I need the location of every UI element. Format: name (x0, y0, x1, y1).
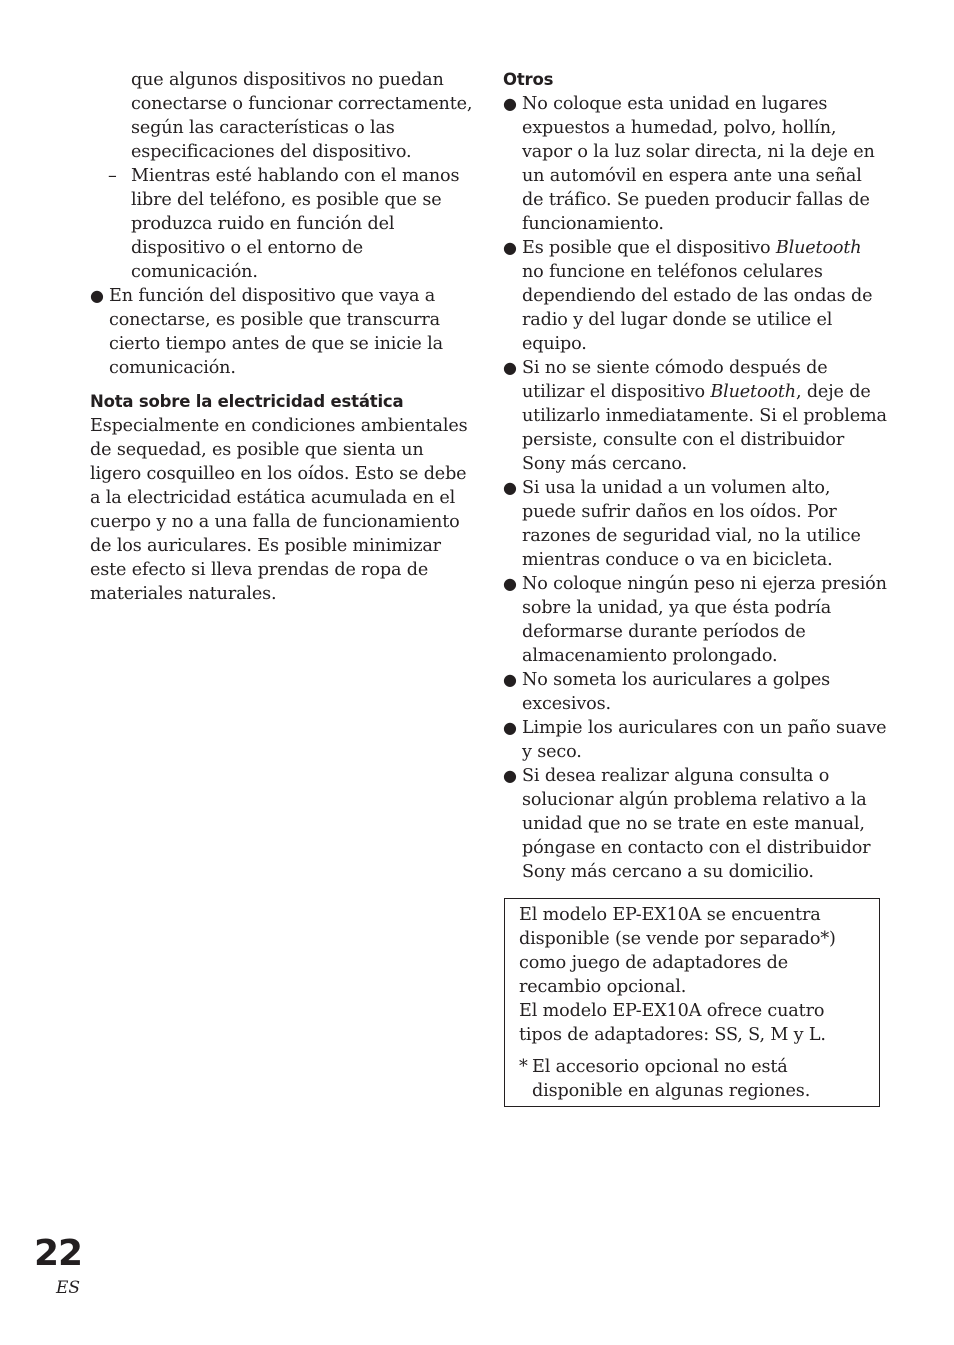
list-item-text-post: no funcione en teléfonos celulares dependiendo del estado de las ondas de radio y del lugar donde se utilice el equipo. (522, 262, 873, 354)
list-item (503, 572, 887, 668)
list-item-text: Si usa la unidad a un volumen alto, puede sufrir daños en los oídos. Por razones de seguridad vial, no la utilice mientras conduce o va en bicicleta. (522, 478, 861, 570)
accessory-info-box (504, 898, 880, 1107)
bullet-icon: ● (503, 766, 517, 785)
list-item (503, 476, 887, 572)
left-column (90, 68, 474, 606)
bullet-icon: ● (503, 238, 517, 257)
bluetooth-term: Bluetooth (710, 382, 796, 402)
right-column (503, 68, 887, 884)
list-item (503, 356, 887, 476)
page-number: 22 (34, 1233, 83, 1274)
bullet-list-item (90, 284, 474, 380)
list-item-text: No someta los auriculares a golpes excesivos. (522, 670, 831, 714)
list-item (503, 92, 887, 236)
bullet-icon: ● (503, 478, 517, 497)
bullet-icon: ● (503, 358, 517, 377)
list-item-text-pre: Si no se siente cómodo después de utilizar el dispositivo (522, 358, 828, 402)
list-item-text: Limpie los auriculares con un paño suave y seco. (522, 718, 887, 762)
bullet-icon: ● (90, 286, 104, 305)
bullet-icon: ● (503, 94, 517, 113)
static-electricity-heading: Nota sobre la electricidad estática (90, 392, 404, 411)
continuation-paragraph: que algunos dispositivos no puedan conectarse o funcionar correctamente, según las características o las especificaciones del dispositivo. (131, 70, 473, 162)
list-item-text: No coloque ningún peso ni ejerza presión sobre la unidad, ya que ésta podría deformarse durante períodos de almacenamiento prolongado. (522, 574, 887, 666)
language-code: ES (56, 1278, 81, 1298)
dash-list-item (90, 164, 474, 284)
box-paragraph-2: El modelo EP-EX10A ofrece cuatro tipos de adaptadores: SS, S, M y L. (519, 1001, 826, 1045)
footnote (519, 1055, 871, 1103)
bullet-icon: ● (503, 670, 517, 689)
list-item (503, 236, 887, 356)
list-item (503, 668, 887, 716)
bullet-item-text: En función del dispositivo que vaya a conectarse, es posible que transcurra cierto tiempo antes de que se inicie la comunicación. (109, 286, 443, 378)
bullet-icon: ● (503, 718, 517, 737)
dash-mark: – (108, 166, 117, 186)
static-electricity-body: Especialmente en condiciones ambientales de sequedad, es posible que sienta un ligero cosquilleo en los oídos. Esto se debe a la electricidad estática acumulada en el cuerpo y no a una falla de funcionamiento de los auriculares. Es posible minimizar este efecto si lleva prendas de ropa de materiales naturales. (90, 416, 468, 604)
list-item-text: No coloque esta unidad en lugares expuestos a humedad, polvo, hollín, vapor o la luz solar directa, ni la deje en un automóvil en espera ante una señal de tráfico. Se pueden producir fallas de funcionamiento. (522, 94, 875, 234)
list-item (503, 716, 887, 764)
others-heading: Otros (503, 70, 554, 89)
list-item (503, 764, 887, 884)
box-paragraph-1: El modelo EP-EX10A se encuentra disponible (se vende por separado*) como juego de adaptadores de recambio opcional. (519, 905, 836, 997)
asterisk-mark: * (519, 1057, 528, 1077)
list-item-text-post: , deje de utilizarlo inmediatamente. Si el problema persiste, consulte con el distribuidor Sony más cercano. (522, 382, 887, 474)
bullet-icon: ● (503, 574, 517, 593)
bluetooth-term: Bluetooth (775, 238, 862, 258)
footnote-text: El accesorio opcional no está disponible en algunas regiones. (532, 1057, 811, 1101)
list-item-text-pre: Es posible que el dispositivo (522, 238, 776, 258)
list-item-text: Si desea realizar alguna consulta o solucionar algún problema relativo a la unidad que no se trate en este manual, póngase en contacto con el distribuidor Sony más cercano a su domicilio. (522, 766, 871, 882)
dash-item-text: Mientras esté hablando con el manos libre del teléfono, es posible que se produzca ruido en función del dispositivo o el entorno de comunicación. (131, 166, 460, 282)
